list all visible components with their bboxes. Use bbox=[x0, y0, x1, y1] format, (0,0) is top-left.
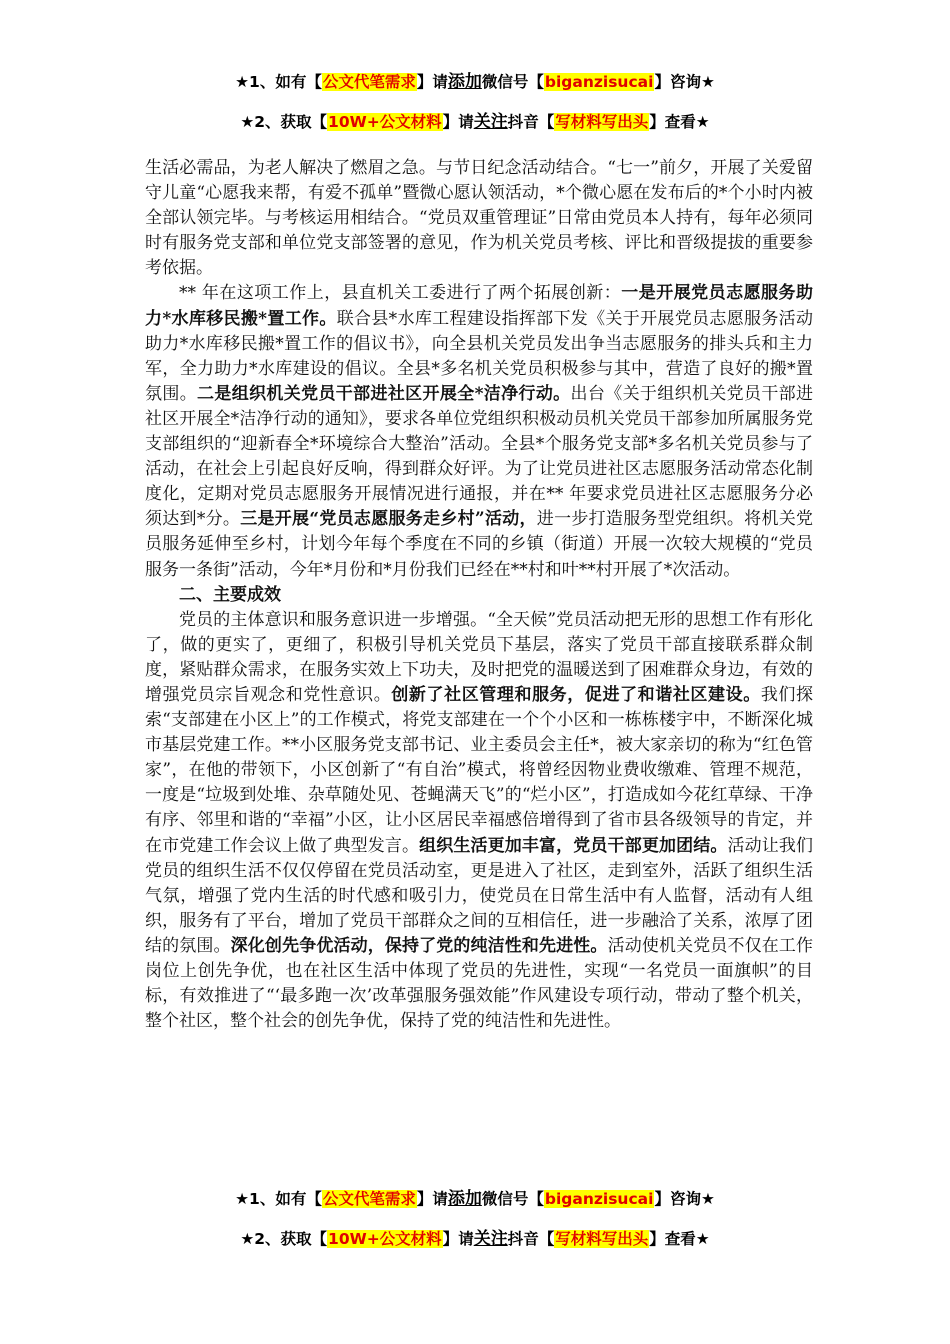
highlight-materials: 10W+公文材料 bbox=[328, 1230, 442, 1248]
promo-footer-line-1: ★1、如有【公文代笔需求】请添加微信号【biganzisucai】咨询★ bbox=[235, 1189, 715, 1209]
highlight-wechat-id: biganzisucai bbox=[544, 1190, 654, 1208]
document-body bbox=[145, 156, 813, 1034]
highlight-douyin-id: 写材料写出头 bbox=[555, 113, 649, 131]
paragraph-2: ** 年在这项工作上，县直机关工委进行了两个拓展创新：一是开展党员志愿服务助力*水库移民搬*置工作。联合县*水库工程建设指挥部下发《关于开展党员志愿服务活动助力*水库移民搬*置工作的倡议书》，向全县机关党员发出争当志愿服务的排头兵和主力军，全力助力*水库建设的倡议。全县*多名机关党员积极参与其中，营造了良好的搬*置氛围。二是组织机关党员干部进社区开展全*洁净行动。出台《关于组织机关党员干部进社区开展全*洁净行动的通知》，要求各单位党组织积极动员机关党员干部参加所属服务党支部组织的“迎新春全*环境综合大整治”活动。全县*个服务党支部*多名机关党员参与了活动，在社会上引起良好反响，得到群众好评。为了让党员进社区志愿服务活动常态化制度化，定期对党员志愿服务开展情况进行通报，并在** 年要求党员进社区志愿服务分必须达到*分。三是开展“党员志愿服务走乡村”活动，进一步打造服务型党组织。将机关党员服务延伸至乡村，计划今年每个季度在不同的乡镇（街道）开展一次较大规模的“党员服务一条街”活动，今年*月份和*月份我们已经在**村和叶**村开展了*次活动。 bbox=[145, 283, 814, 580]
promo-banner-line-1: ★1、如有【公文代笔需求】请添加微信号【biganzisucai】咨询★ bbox=[235, 72, 715, 92]
highlight-service: 公文代笔需求 bbox=[322, 73, 416, 91]
paragraph-1: 生活必需品，为老人解决了燃眉之急。与节日纪念活动结合。“七一”前夕，开展了关爱留守儿童“心愿我来帮，有爱不孤单”暨微心愿认领活动，*个微心愿在发布后的*个小时内被全部认领完毕。与考核运用相结合。“党员双重管理证”日常由党员本人持有，每年必须同时有服务党支部和单位党支部签署的意见，作为机关党员考核、评比和晋级提拔的重要参考依据。 bbox=[145, 158, 813, 279]
paragraph-3: 党员的主体意识和服务意识进一步增强。“全天候”党员活动把无形的思想工作有形化了，做的更实了，更细了，积极引导机关党员下基层，落实了党员干部直接联系群众制度，紧贴群众需求，在服务实效上下功夫，及时把党的温暖送到了困难群众身边，有效的增强党员宗旨观念和党性意识。创新了社区管理和服务，促进了和谐社区建设。我们探索“支部建在小区上”的工作模式，将党支部建在一个个小区和一栋栋楼宇中，不断深化城市基层党建工作。**小区服务党支部书记、业主委员会主任*，被大家亲切的称为“红色管家”，在他的带领下，小区创新了“有自治”模式，将曾经因物业费收缴难、管理不规范，一度是“垃圾到处堆、杂草随处见、苍蝇满天飞”的“烂小区”，打造成如今花红草绿、干净有序、邻里和谐的“幸福”小区，让小区居民幸福感倍增得到了省市县各级领导的肯定，并在市党建工作会议上做了典型发言。组织生活更加丰富，党员干部更加团结。活动让我们党员的组织生活不仅仅停留在党员活动室，更是进入了社区，走到室外，活跃了组织生活气氛，增强了党内生活的时代感和吸引力，使党员在日常生活中有人监督，活动有人组织，服务有了平台，增加了党员干部群众之间的互相信任，进一步融洽了关系，浓厚了团结的氛围。深化创先争优活动，保持了党的纯洁性和先进性。活动使机关党员不仅在工作岗位上创先争优，也在社区生活中体现了党员的先进性，实现“一名党员一面旗帜”的目标，有效推进了“‘最多跑一次’改革强服务强效能”作风建设专项行动，带动了整个机关，整个社区，整个社会的创先争优，保持了党的纯洁性和先进性。 bbox=[145, 609, 814, 1032]
promo-banner-line-2: ★2、获取【10W+公文材料】请关注抖音【写材料写出头】查看★ bbox=[240, 112, 710, 132]
highlight-wechat-id: biganzisucai bbox=[544, 73, 654, 91]
highlight-materials: 10W+公文材料 bbox=[328, 113, 442, 131]
highlight-service: 公文代笔需求 bbox=[322, 1190, 416, 1208]
highlight-douyin-id: 写材料写出头 bbox=[555, 1230, 649, 1248]
section-heading: 二、主要成效 bbox=[179, 584, 281, 605]
promo-footer-line-2: ★2、获取【10W+公文材料】请关注抖音【写材料写出头】查看★ bbox=[240, 1229, 710, 1249]
